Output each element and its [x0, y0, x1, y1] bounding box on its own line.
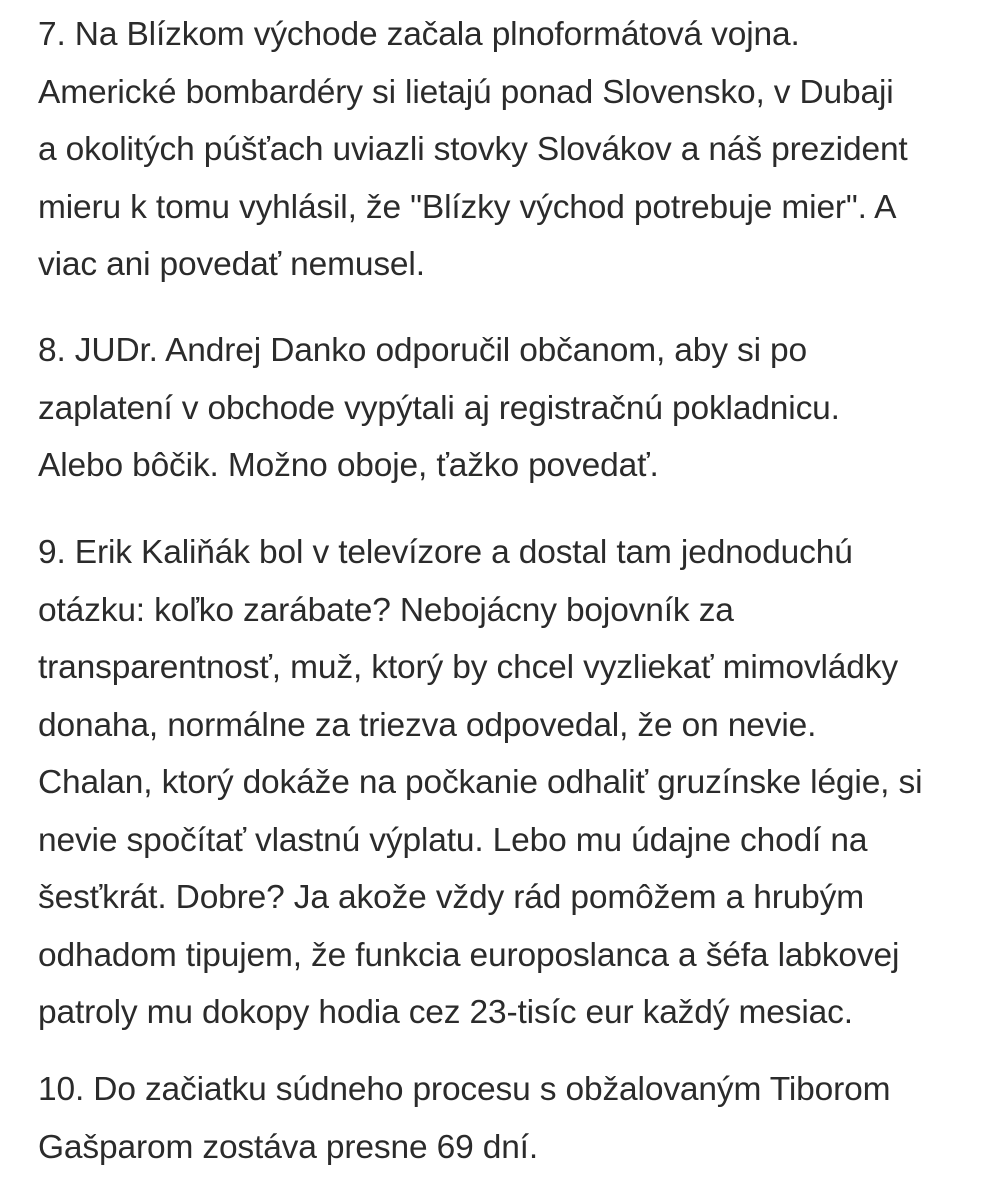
paragraph-item-8	[38, 322, 978, 495]
text-line: Chalan, ktorý dokáže na počkanie odhaliť gruzínske légie, si	[38, 764, 923, 801]
text-line: nevie spočítať vlastnú výplatu. Lebo mu údajne chodí na	[38, 821, 868, 859]
paragraph-item-7	[38, 6, 978, 294]
text-line: donaha, normálne za triezva odpovedal, že on nevie.	[38, 706, 817, 744]
text-line: patroly mu dokopy hodia cez 23-tisíc eur každý mesiac.	[38, 994, 853, 1031]
text-line: 7. Na Blízkom východe začala plnoformátová vojna.	[38, 16, 800, 53]
text-line: zaplatení v obchode vypýtali aj registračnú pokladnicu.	[38, 389, 840, 427]
text-line: Americké bombardéry si lietajú ponad Slovensko, v Dubaji	[38, 73, 894, 111]
text-line: odhadom tipujem, že funkcia europoslanca a šéfa labkovej	[38, 936, 900, 974]
text-line: viac ani povedať nemusel.	[38, 246, 425, 283]
text-line: 8. JUDr. Andrej Danko odporučil občanom, aby si po	[38, 332, 808, 369]
text-line: Gašparom zostáva presne 69 dní.	[38, 1128, 538, 1166]
page-right-edge	[979, 0, 985, 1200]
text-line: mieru k tomu vyhlásil, že "Blízky východ potrebuje mier". A	[38, 188, 897, 226]
text-line: transparentnosť, muž, ktorý by chcel vyzliekať mimovládky	[38, 649, 898, 686]
text-line: a okolitých púšťach uviazli stovky Slovákov a náš prezident	[38, 131, 908, 168]
paragraph-item-10	[38, 1061, 978, 1176]
text-line: Alebo bôčik. Možno oboje, ťažko povedať.	[38, 447, 659, 484]
text-line: otázku: koľko zarábate? Nebojácny bojovník za	[38, 591, 734, 629]
text-line: 9. Erik Kaliňák bol v televízore a dostal tam jednoduchú	[38, 534, 853, 571]
text-line: 10. Do začiatku súdneho procesu s obžalovaným Tiborom	[38, 1071, 891, 1108]
text-line: šesťkrát. Dobre? Ja akože vždy rád pomôžem a hrubým	[38, 879, 865, 916]
paragraph-item-9	[38, 524, 978, 1042]
